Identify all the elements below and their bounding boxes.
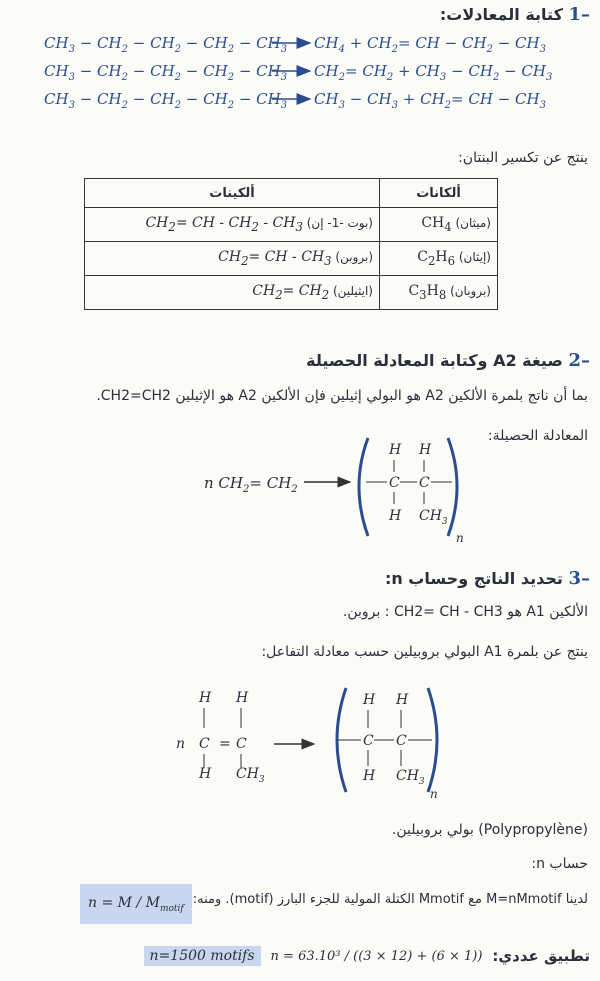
equation-3-lhs: $CH_3 - CH_2 - CH_2 - CH_2 - CH_3$ xyxy=(44,90,288,111)
svg-text:H: H xyxy=(389,508,402,524)
alkene-a1-line: الألكين A1 هو CH2= CH - CH3 : بروبن. xyxy=(342,604,588,620)
table-row xyxy=(85,242,498,276)
svg-text:n: n xyxy=(176,736,186,752)
equation-3-rhs: $CH_3 - CH_3 + CH_2=$ CH − $CH_3$ xyxy=(314,90,546,111)
svg-text:H: H xyxy=(396,692,409,708)
svg-text:n: n xyxy=(430,787,438,801)
svg-text:CH3: $CH_3$ xyxy=(236,766,265,785)
alkane-name: (ميثان) xyxy=(455,216,491,231)
alkene-formula: $CH_2=$ CH - $CH_2 - CH_3$ xyxy=(145,215,303,234)
table-row xyxy=(85,208,498,242)
section-2-text: بما أن ناتج بلمرة الألكين A2 هو البولي إثيلين فإن الألكين A2 هو الإثيلين CH2=CH2. xyxy=(96,388,588,404)
section-title: كتابة المعادلات: xyxy=(439,5,563,24)
polymer-index: n xyxy=(456,531,464,545)
table-header-row xyxy=(85,179,498,208)
application-result: n=1500 motifs xyxy=(144,946,261,966)
alkene-formula: $CH_2=$ CH - $CH_3$ xyxy=(218,249,332,268)
svg-text:CH3: $CH_3$ xyxy=(419,508,448,527)
svg-text:H: H xyxy=(199,766,212,782)
equation-row-3 xyxy=(44,90,546,111)
svg-text:C: C xyxy=(419,475,430,491)
equation-2-lhs: $CH_3 - CH_2 - CH_2 - CH_2 - CH_3$ xyxy=(44,62,288,83)
section-2-heading: –2 صيغة A2 وكتابة المعادلة الحصيلة xyxy=(306,350,590,371)
alkane-formula: $C_2H_6$ xyxy=(417,249,456,268)
formula-line: لدينا M=nMmotif مع Mmotif الكتلة المولية للجزء البارز (motif). ومنه: xyxy=(192,892,588,907)
svg-text:H: H xyxy=(363,768,376,784)
alkane-name: (إيثان) xyxy=(458,250,491,265)
header-alkenes: ألكينات xyxy=(85,179,380,208)
svg-text:H: H xyxy=(419,442,432,458)
right-bracket xyxy=(448,438,457,536)
equation-row-1 xyxy=(44,34,546,55)
svg-text:C: C xyxy=(236,736,247,752)
left-bracket xyxy=(359,438,368,536)
alkane-name: (بروبان) xyxy=(450,284,491,299)
alkene-name: (ايثيلين) xyxy=(332,284,373,299)
polypropylene-equation xyxy=(166,652,456,802)
polyethylene-equation xyxy=(190,432,490,550)
equation-1-lhs: $CH_3 - CH_2 - CH_2 - CH_2 - CH_3$ xyxy=(44,34,288,55)
polymer-line: ينتج عن بلمرة A1 البولي بروبيلين حسب معادلة التفاعل: xyxy=(261,644,588,660)
cracking-intro: ينتج عن تكسير البنتان: xyxy=(458,150,588,166)
n-formula: $n = M / M_{motif}$ xyxy=(88,894,184,914)
svg-text:H: H xyxy=(389,442,402,458)
svg-text:CH3: $CH_3$ xyxy=(396,768,425,787)
svg-text:H: H xyxy=(363,692,376,708)
application-label: تطبيق عددي: xyxy=(492,947,590,965)
equation-row-2 xyxy=(44,62,552,83)
calc-label: حساب n: xyxy=(531,856,588,872)
svg-text:C: C xyxy=(363,733,374,749)
table-row xyxy=(85,276,498,310)
equation-label: المعادلة الحصيلة: xyxy=(487,428,588,444)
header-alkanes: ألكانات xyxy=(380,179,498,208)
equation-2-rhs: $CH_2= CH_2 + CH_3 - CH_2 - CH_3$ xyxy=(314,62,553,83)
alkene-formula: $CH_2= CH_2$ xyxy=(252,283,330,302)
svg-text:=: = xyxy=(219,736,231,752)
reactant: n $CH_2= CH_2$ xyxy=(204,474,298,495)
section-title: صيغة A2 وكتابة المعادلة الحصيلة xyxy=(306,351,563,370)
svg-text:C: C xyxy=(389,475,400,491)
numeric-application xyxy=(144,946,590,966)
section-title: تحديد الناتج وحساب n: xyxy=(384,569,563,588)
product-line: (Polypropylène) بولي بروبيلين. xyxy=(391,822,588,838)
application-expression: n = 63.10³ / ((3 × 12) + (6 × 1)) xyxy=(270,948,483,964)
svg-text:C: C xyxy=(199,736,210,752)
alkene-name: (بروبن) xyxy=(335,250,373,265)
section-3-heading: –3 تحديد الناتج وحساب n: xyxy=(384,568,590,589)
equation-1-rhs: $CH_4 + CH_2=$ CH − $CH_2 - CH_3$ xyxy=(314,34,546,55)
alkane-formula: $C_3H_8$ xyxy=(408,283,447,302)
svg-text:H: H xyxy=(199,690,212,706)
cracking-equations xyxy=(0,30,600,120)
svg-text:H: H xyxy=(236,690,249,706)
cracking-products-table xyxy=(84,178,498,310)
alkene-name: (بوت -1- إن) xyxy=(306,216,373,231)
section-number: –1 xyxy=(568,4,590,25)
alkane-formula: $CH_4$ xyxy=(421,215,452,234)
svg-text:C: C xyxy=(396,733,407,749)
section-1-heading xyxy=(440,4,590,25)
